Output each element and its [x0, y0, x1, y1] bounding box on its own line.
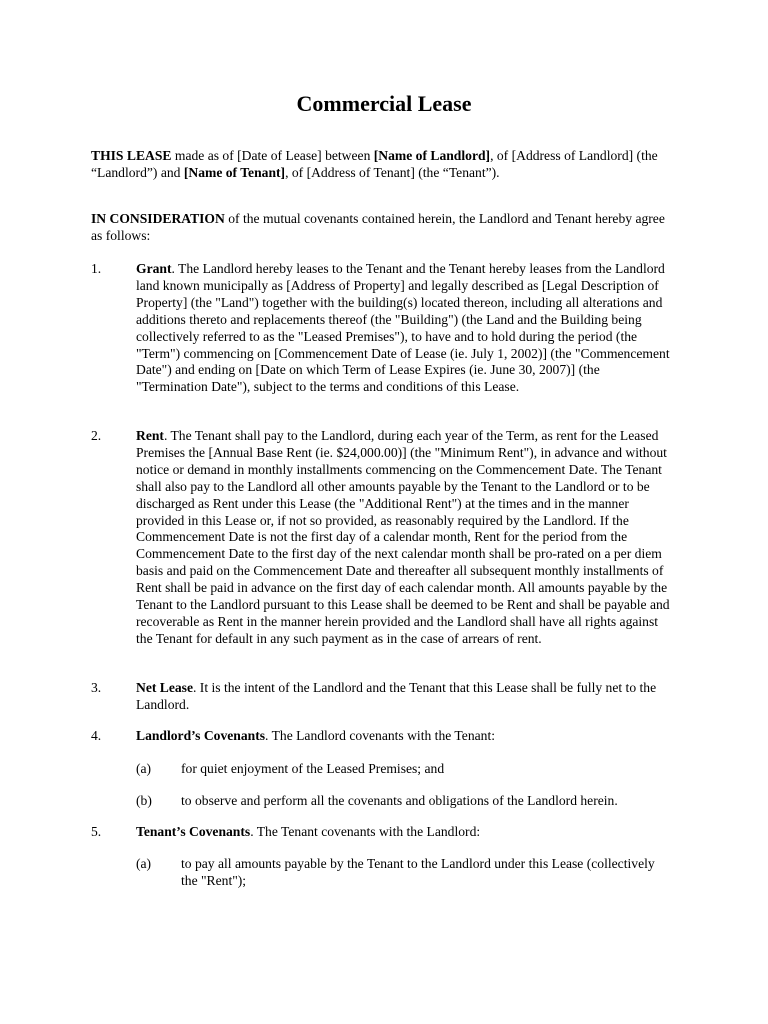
tenant-name: [Name of Tenant]	[183, 164, 286, 180]
section-body	[136, 428, 673, 648]
section-number: 5.	[91, 824, 102, 839]
section-text: . The Landlord covenants with the Tenant:	[265, 728, 496, 743]
subsection-number: (b)	[136, 793, 152, 808]
subsection-number: (a)	[136, 761, 152, 776]
section-number: 1.	[91, 261, 102, 276]
section-body	[136, 261, 673, 396]
intro-text-1: made as of [Date of Lease] between	[171, 148, 374, 163]
section-text: . It is the intent of the Landlord and the Tenant that this Lease shall be fully net to the Landlord.	[136, 680, 657, 712]
section-heading: Tenant’s Covenants	[136, 824, 251, 839]
landlord-name: [Name of Landlord]	[373, 148, 491, 163]
section-heading: Landlord’s Covenants	[136, 728, 266, 743]
section-number: 2.	[91, 428, 102, 443]
section-number: 4.	[91, 728, 102, 743]
section-body	[136, 728, 673, 745]
section-number: 3.	[91, 680, 102, 695]
consideration-text: of the mutual covenants contained herein, the Landlord and Tenant hereby agree as follows:	[91, 211, 665, 243]
section-body	[136, 824, 673, 841]
intro-paragraph	[91, 148, 673, 182]
document-title: Commercial Lease	[296, 91, 472, 116]
subsection-text: to observe and perform all the covenants and obligations of the Landlord herein.	[181, 793, 618, 808]
section-heading: Rent	[136, 428, 164, 443]
intro-text-2: , of [Address of Landlord] (the “Landlord”) and	[91, 148, 658, 180]
subsection-text: to pay all amounts payable by the Tenant to the Landlord under this Lease (collectively the "Rent");	[181, 856, 655, 888]
section-text: . The Tenant covenants with the Landlord:	[250, 824, 481, 839]
consideration-lead: IN CONSIDERATION	[91, 211, 225, 226]
section-heading: Grant	[136, 261, 172, 276]
intro-lead: THIS LEASE	[91, 148, 172, 163]
consideration-paragraph	[91, 211, 673, 245]
section-body	[136, 680, 673, 714]
subsection-text: for quiet enjoyment of the Leased Premises; and	[181, 761, 445, 776]
section-text: . The Landlord hereby leases to the Tenant and the Tenant hereby leases from the Landlord land known municipally as [Address of Property] and legally described as [Legal Description of Property] (the "Land") together with the building(s) located thereon, including all alterations and additions thereto and replacements thereof (the "Building") (the Land and the Building being collectively referred to as the "Leased Premises"), to have and to hold during the period (the "Term") commencing on [Commencement Date of Lease (ie. July 1, 2002)] (the "Commencement Date") and ending on [Date on which Term of Lease Expires (ie. June 30, 2007)] (the "Termination Date"), subject to the terms and conditions of this Lease.	[136, 261, 670, 395]
subsection-number: (a)	[136, 856, 152, 871]
intro-text-3: , of [Address of Tenant] (the “Tenant”).	[285, 164, 500, 180]
section-text: . The Tenant shall pay to the Landlord, during each year of the Term, as rent for the Leased Premises the [Annual Base Rent (ie. $24,000.00)] (the "Minimum Rent"), in advance and without notice or demand in monthly installments commencing on the Commencement Date. The Tenant shall also pay to the Landlord all other amounts payable by the Tenant to the Landlord or to be discharged as Rent under this Lease (the "Additional Rent") at the times and in the manner provided in this Lease or, if not so provided, as reasonably required by the Landlord. If the Commencement Date is not the first day of a calendar month, Rent for the period from the Commencement Date to the first day of the next calendar month shall be pro-rated on a per diem basis and paid on the Commencement Date and thereafter all subsequent monthly installments of Rent shall be paid in advance on the first day of each calendar month. All amounts payable by the Tenant to the Landlord pursuant to this Lease shall be deemed to be Rent and shall be payable and recoverable as Rent in the manner herein provided and the Landlord shall have all rights against the Tenant for default in any such payment as in the case of arrears of rent.	[136, 428, 670, 646]
section-heading: Net Lease	[136, 680, 193, 695]
